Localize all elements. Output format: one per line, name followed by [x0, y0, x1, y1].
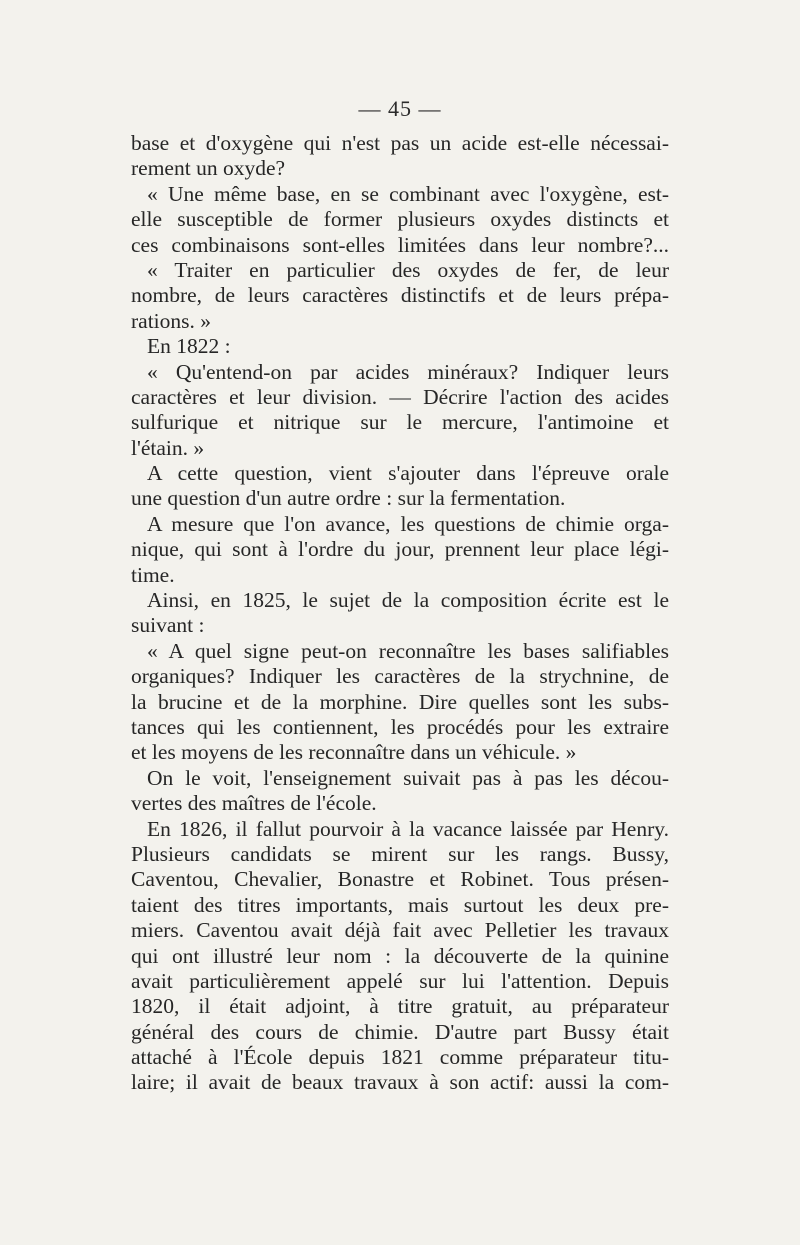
text-line: l'étain. »	[131, 435, 205, 460]
text-line: En 1822 :	[147, 334, 231, 359]
text-line: la brucine et de la morphine. Dire quelles sont les subs-	[131, 689, 669, 714]
text-line: time.	[131, 562, 175, 587]
text-line: miers. Caventou avait déjà fait avec Pelletier les travaux	[131, 918, 669, 943]
text-line: En 1826, il fallut pourvoir à la vacance laissée par Henry.	[147, 816, 669, 841]
body-text	[131, 131, 669, 1096]
text-line: nique, qui sont à l'ordre du jour, prennent leur place légi-	[131, 537, 669, 562]
text-line: Caventou, Chevalier, Bonastre et Robinet. Tous présen-	[131, 867, 669, 892]
text-line: tances qui les contiennent, les procédés pour les extraire	[131, 714, 669, 739]
text-line: attaché à l'École depuis 1821 comme préparateur titu-	[131, 1045, 669, 1070]
text-line: « A quel signe peut-on reconnaître les bases salifiables	[147, 638, 669, 663]
text-line: taient des titres importants, mais surtout les deux pre-	[131, 892, 669, 917]
text-line: « Qu'entend-on par acides minéraux? Indiquer leurs	[147, 359, 669, 384]
text-line: une question d'un autre ordre : sur la fermentation.	[131, 486, 566, 511]
text-line: Plusieurs candidats se mirent sur les rangs. Bussy,	[131, 841, 669, 866]
text-line: elle susceptible de former plusieurs oxydes distincts et	[131, 207, 669, 232]
text-line: Ainsi, en 1825, le sujet de la composition écrite est le	[147, 588, 669, 613]
text-line: On le voit, l'enseignement suivait pas à pas les décou-	[147, 765, 669, 790]
text-line: caractères et leur division. — Décrire l'action des acides	[131, 384, 669, 409]
text-line: base et d'oxygène qui n'est pas un acide est-elle nécessai-	[131, 131, 669, 155]
text-line: rations. »	[131, 308, 212, 333]
text-line: « Une même base, en se combinant avec l'oxygène, est-	[147, 181, 669, 206]
text-line: suivant :	[131, 613, 205, 638]
text-line: et les moyens de les reconnaître dans un véhicule. »	[131, 740, 577, 765]
text-line: sulfurique et nitrique sur le mercure, l'antimoine et	[131, 410, 669, 435]
text-line: général des cours de chimie. D'autre part Bussy était	[131, 1019, 669, 1044]
text-line: vertes des maîtres de l'école.	[131, 791, 377, 816]
text-line: rement un oxyde?	[131, 156, 286, 181]
text-line: laire; il avait de beaux travaux à son actif: aussi la com-	[131, 1070, 669, 1095]
page-number: — 45 —	[358, 96, 442, 121]
text-line: qui ont illustré leur nom : la découverte de la quinine	[131, 943, 669, 968]
text-line: avait particulièrement appelé sur lui l'attention. Depuis	[131, 968, 669, 993]
text-line: nombre, de leurs caractères distinctifs et de leurs prépa-	[131, 283, 669, 308]
text-line: A mesure que l'on avance, les questions de chimie orga-	[147, 511, 669, 536]
text-line: 1820, il était adjoint, à titre gratuit, au préparateur	[131, 994, 669, 1019]
text-line: A cette question, vient s'ajouter dans l'épreuve orale	[147, 461, 669, 486]
text-line: « Traiter en particulier des oxydes de fer, de leur	[147, 257, 669, 282]
text-line: ces combinaisons sont-elles limitées dans leur nombre?...	[131, 232, 669, 257]
text-line: organiques? Indiquer les caractères de la strychnine, de	[131, 664, 669, 689]
